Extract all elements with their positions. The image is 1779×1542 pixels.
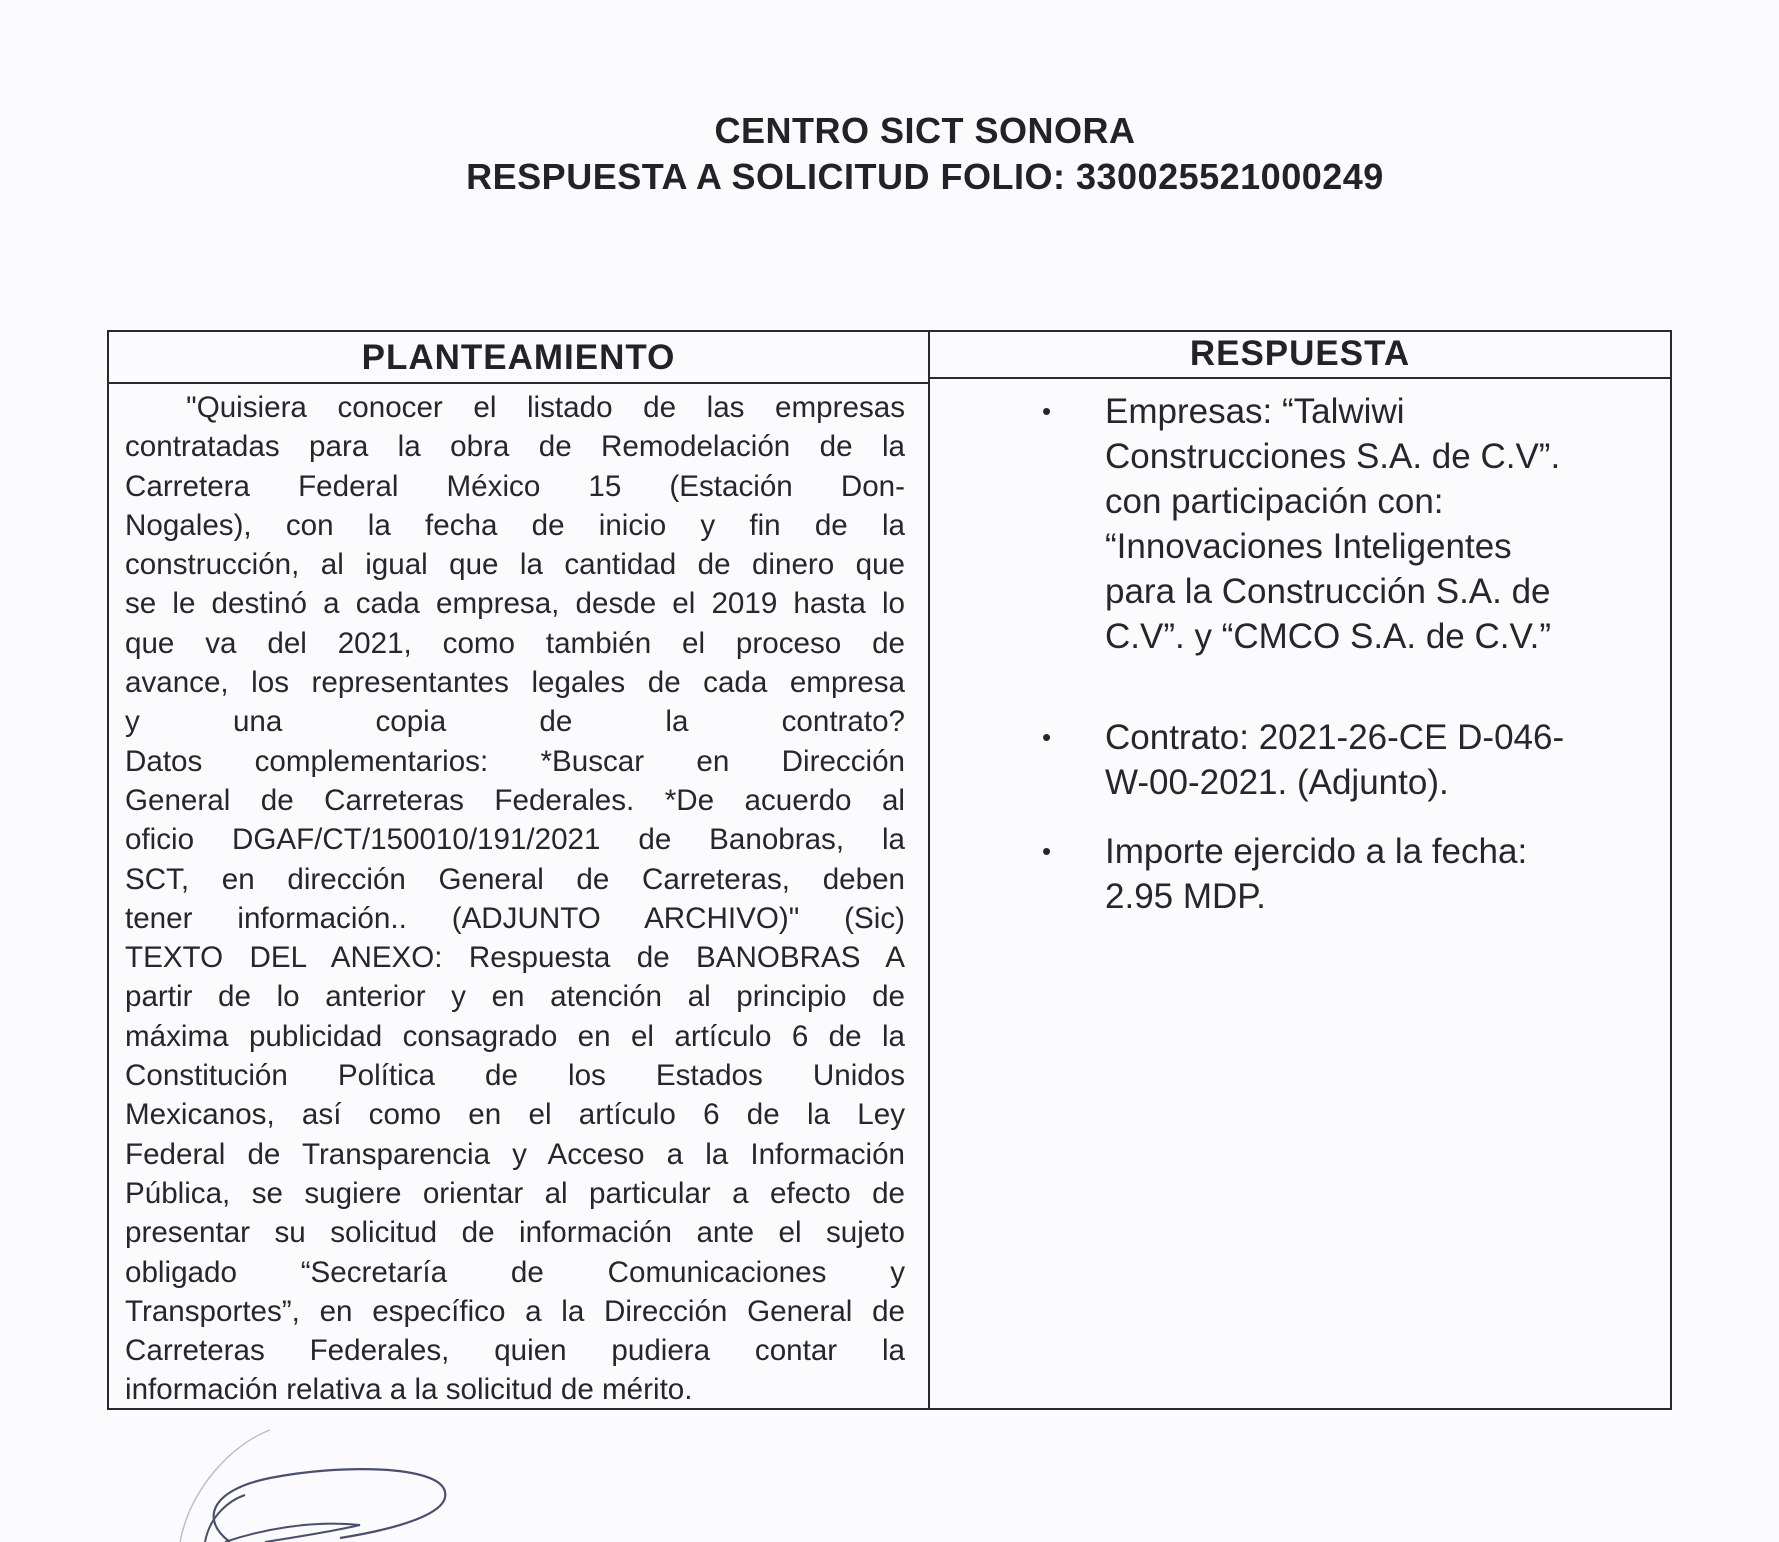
planteamiento-text <box>125 388 905 1410</box>
planteamiento-line: que va del 2021, como también el proceso de <box>125 626 905 660</box>
planteamiento-line: Mexicanos, así como en el artículo 6 de la Ley <box>125 1098 905 1132</box>
planteamiento-line: presentar su solicitud de información ante el sujeto <box>125 1216 905 1250</box>
document-header <box>0 108 1779 200</box>
planteamiento-line: Federal de Transparencia y Acceso a la Información <box>125 1137 905 1171</box>
planteamiento-line: partir de lo anterior y en atención al principio de <box>125 980 905 1014</box>
respuesta-line: Construcciones S.A. de C.V”. <box>1105 437 1561 476</box>
planteamiento-line: SCT, en dirección General de Carreteras, deben <box>125 862 905 896</box>
respuesta-line: Empresas: “Talwiwi <box>1105 392 1405 431</box>
header-folio: RESPUESTA A SOLICITUD FOLIO: 330025521000249 <box>466 156 1384 197</box>
planteamiento-line: TEXTO DEL ANEXO: Respuesta de BANOBRAS A <box>125 941 905 975</box>
planteamiento-line: avance, los representantes legales de cada empresa <box>125 666 905 700</box>
bullet-icon: • <box>1042 722 1052 752</box>
planteamiento-line: Constitución Política de los Estados Unidos <box>125 1059 905 1093</box>
respuesta-line: con participación con: <box>1105 482 1444 521</box>
bullet-icon: • <box>1042 396 1052 426</box>
planteamiento-header: PLANTEAMIENTO <box>361 338 676 377</box>
planteamiento-line: oficio DGAF/CT/150010/191/2021 de Banobras, la <box>125 823 905 857</box>
respuesta-line: 2.95 MDP. <box>1105 877 1266 916</box>
respuesta-item <box>1042 389 1645 659</box>
respuesta-header: RESPUESTA <box>1189 334 1411 373</box>
respuesta-line: C.V”. y “CMCO S.A. de C.V.” <box>1105 617 1552 656</box>
planteamiento-line: tener información.. (ADJUNTO ARCHIVO)" (Sic) <box>125 901 905 935</box>
planteamiento-line: construcción, al igual que la cantidad de dinero que <box>125 548 905 582</box>
planteamiento-line: información relativa a la solicitud de mérito. <box>125 1373 693 1407</box>
respuesta-item <box>1042 829 1645 919</box>
planteamiento-line: obligado “Secretaría de Comunicaciones y <box>125 1255 905 1289</box>
planteamiento-line: Carretera Federal México 15 (Estación Don- <box>125 469 905 503</box>
planteamiento-line: se le destinó a cada empresa, desde el 2019 hasta lo <box>125 587 905 621</box>
planteamiento-line: Datos complementarios: *Buscar en Dirección <box>125 744 905 778</box>
respuesta-line: para la Construcción S.A. de <box>1105 572 1551 611</box>
bullet-icon: • <box>1042 836 1052 866</box>
planteamiento-line: máxima publicidad consagrado en el artículo 6 de la <box>125 1019 905 1053</box>
planteamiento-line: y una copia de la contrato? <box>125 705 905 739</box>
planteamiento-line: General de Carreteras Federales. *De acuerdo al <box>125 783 905 817</box>
planteamiento-line: "Quisiera conocer el listado de las empresas <box>125 391 905 424</box>
respuesta-item-text <box>1105 389 1645 659</box>
respuesta-item-text <box>1105 829 1645 919</box>
planteamiento-line: Pública, se sugiere orientar al particular a efecto de <box>125 1176 905 1210</box>
header-rule-right <box>930 377 1670 379</box>
respuesta-line: Importe ejercido a la fecha: <box>1105 832 1528 871</box>
planteamiento-line: Nogales), con la fecha de inicio y fin de la <box>125 508 905 542</box>
respuesta-line: “Innovaciones Inteligentes <box>1105 527 1512 566</box>
respuesta-line: Contrato: 2021-26-CE D-046- <box>1105 718 1565 757</box>
response-table <box>107 330 1672 1410</box>
respuesta-line: W-00-2021. (Adjunto). <box>1105 763 1449 802</box>
planteamiento-line: contratadas para la obra de Remodelación de la <box>125 430 905 464</box>
planteamiento-line: Transportes”, en específico a la Dirección General de <box>125 1294 905 1328</box>
signature-mark <box>170 1420 470 1542</box>
respuesta-item <box>1042 715 1645 805</box>
planteamiento-line: Carreteras Federales, quien pudiera contar la <box>125 1334 905 1368</box>
header-office: CENTRO SICT SONORA <box>714 110 1136 151</box>
column-divider <box>928 332 930 1408</box>
respuesta-item-text <box>1105 715 1645 805</box>
header-rule-left <box>109 382 929 384</box>
